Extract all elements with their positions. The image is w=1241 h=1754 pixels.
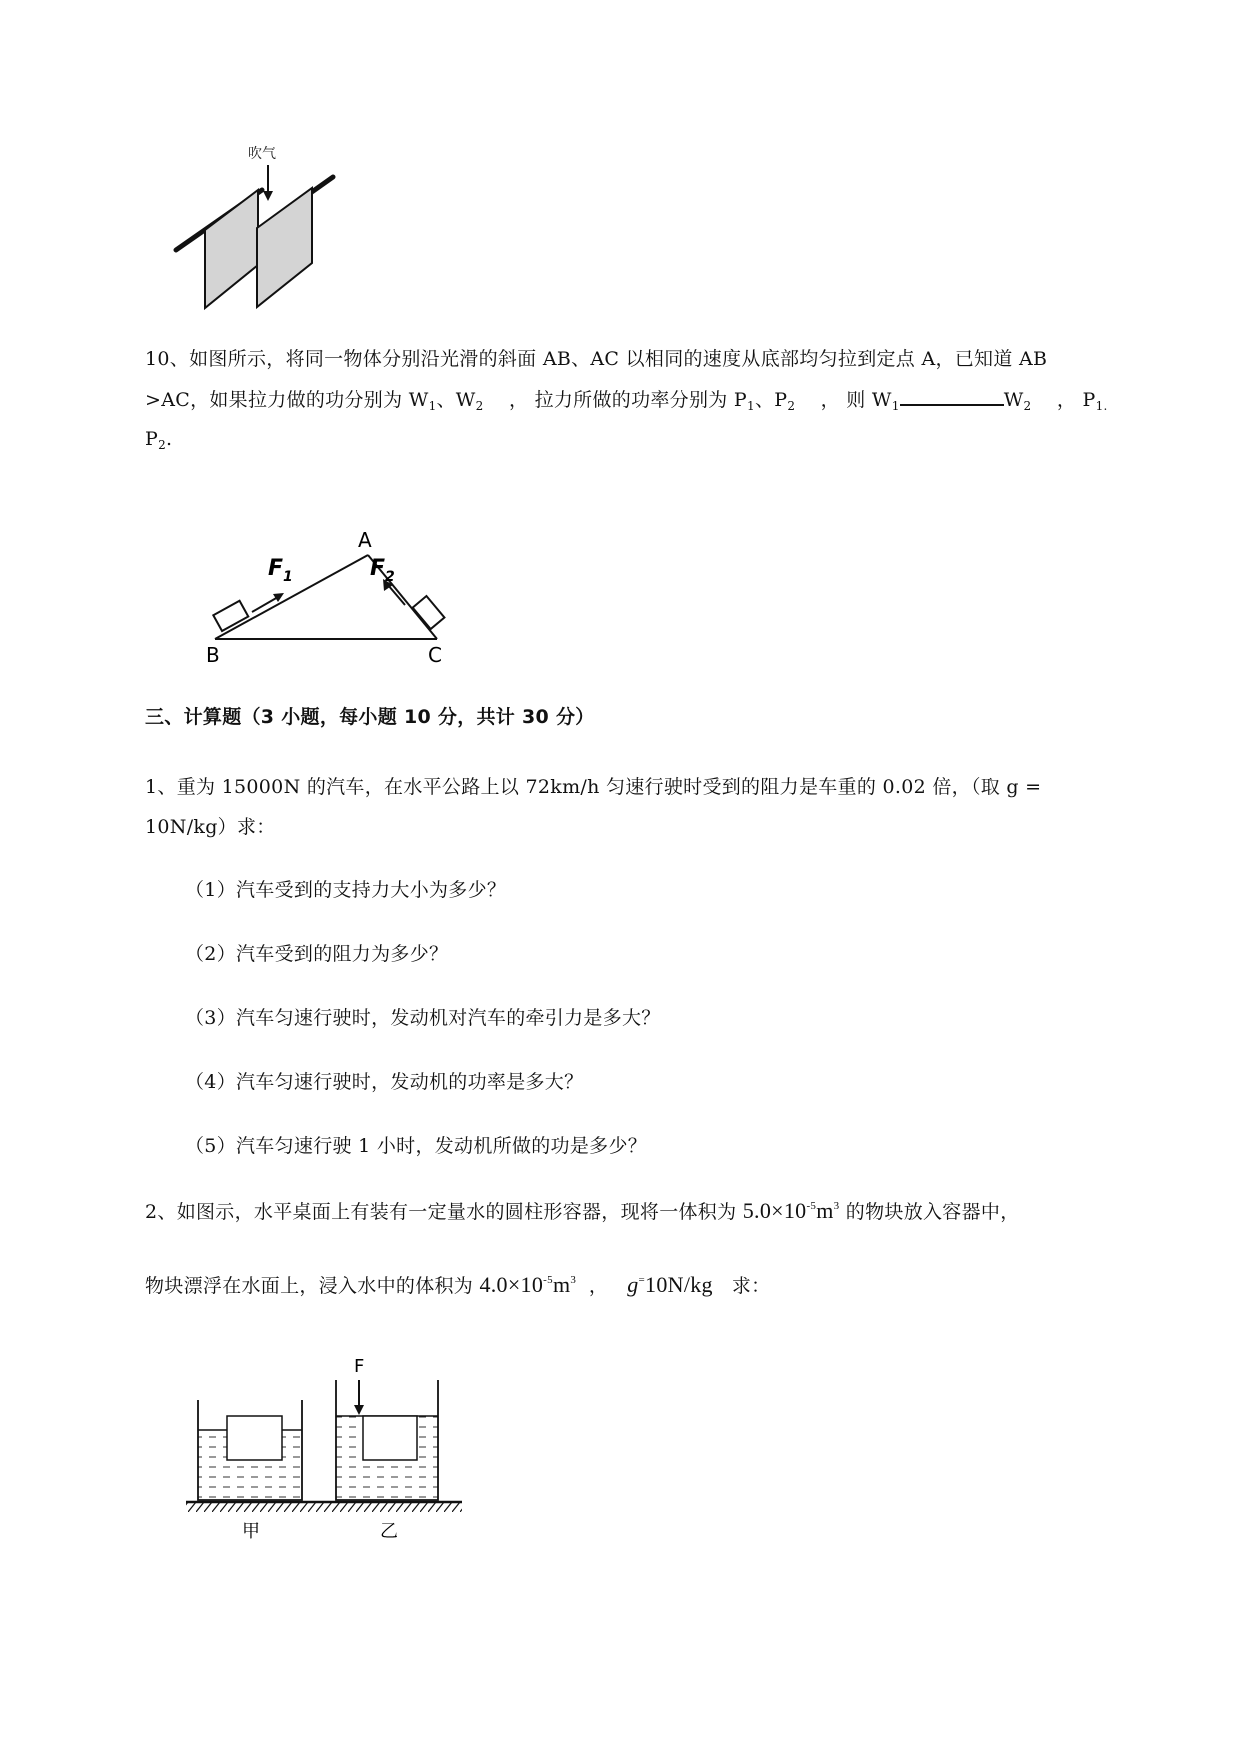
q2-line2: 物块漂浮在水面上，浸入水中的体积为 $4.0\times 10^{-5}m^3$ ， g=10N/kg 求： [145,1272,771,1297]
q10-line2: >AC，如果拉力做的功分别为 $W_1$、$W_2$ ， 拉力所做的功率分别为 $P_1$、$P_2$ ， 则 $W_1$ $W_2$ ， $P_{1.}$ [145,384,1108,417]
block-on-ab [213,601,248,631]
force-label: F [354,1356,365,1377]
q1-line1: 1、重为 15000N 的汽车，在水平公路上以 72km/h 匀速行驶时受到的阻力是车重的 0.02 倍，（取 g = [145,776,1042,798]
ground-hatch [186,1503,462,1512]
q1-line2: 10N/kg）求： [145,816,276,838]
q2-line1: 2、如图示，水平桌面上有装有一定量水的圆柱形容器，现将一体积为 $5.0\times 10^{-5}m^3$ 的物块放入容器中， [145,1198,1020,1223]
label-a: A [358,528,372,552]
block-submerged [363,1416,417,1460]
force-arrowhead [354,1405,364,1415]
block-floating [227,1416,282,1460]
section-heading: 三、计算题（3 小题，每小题 10 分，共计 30 分） [145,706,595,728]
figure-blowing-paper [170,145,350,315]
blow-arrowhead [263,191,273,201]
block-on-ac [413,596,445,629]
volume-2: $4.0\times 10^{-5}m^3$ [479,1272,577,1297]
force-f1-arrowhead [273,593,284,602]
q1-item-4: （4）汽车匀速行驶时，发动机的功率是多大？ [185,1071,584,1093]
q10-line1: 10、如图所示，将同一物体分别沿光滑的斜面 AB、AC 以相同的速度从底部均匀拉到定点 A，已知道 AB [145,348,1048,370]
q10-line3: $P_2$. [145,428,173,452]
label-jia: 甲 [242,1521,260,1542]
gravity-constant: g=10N/kg [627,1272,713,1297]
label-b: B [206,643,220,667]
volume-1: $5.0\times 10^{-5}m^3$ [742,1198,840,1223]
figure-containers [180,1352,470,1547]
label-yi: 乙 [380,1521,398,1542]
incline-ab [215,555,368,639]
q1-item-1: （1）汽车受到的支持力大小为多少？ [185,879,507,901]
label-c: C [428,643,442,667]
paper-sheet-left [205,190,258,308]
q1-item-3: （3）汽车匀速行驶时，发动机对汽车的牵引力是多大？ [185,1007,661,1029]
q1-item-5: （5）汽车匀速行驶 1 小时，发动机所做的功是多少？ [185,1135,648,1157]
paper-sheet-right [257,188,312,307]
q1-item-2: （2）汽车受到的阻力为多少？ [185,943,449,965]
force-f2-arrow [388,585,405,605]
answer-blank-w[interactable] [900,384,1004,406]
figure-incline [200,525,460,670]
label-f1: $F_1$ [268,556,293,585]
blow-label: 吹气 [248,146,276,162]
label-f2: $F_2$ [370,556,395,585]
force-f1-arrow [252,597,278,612]
